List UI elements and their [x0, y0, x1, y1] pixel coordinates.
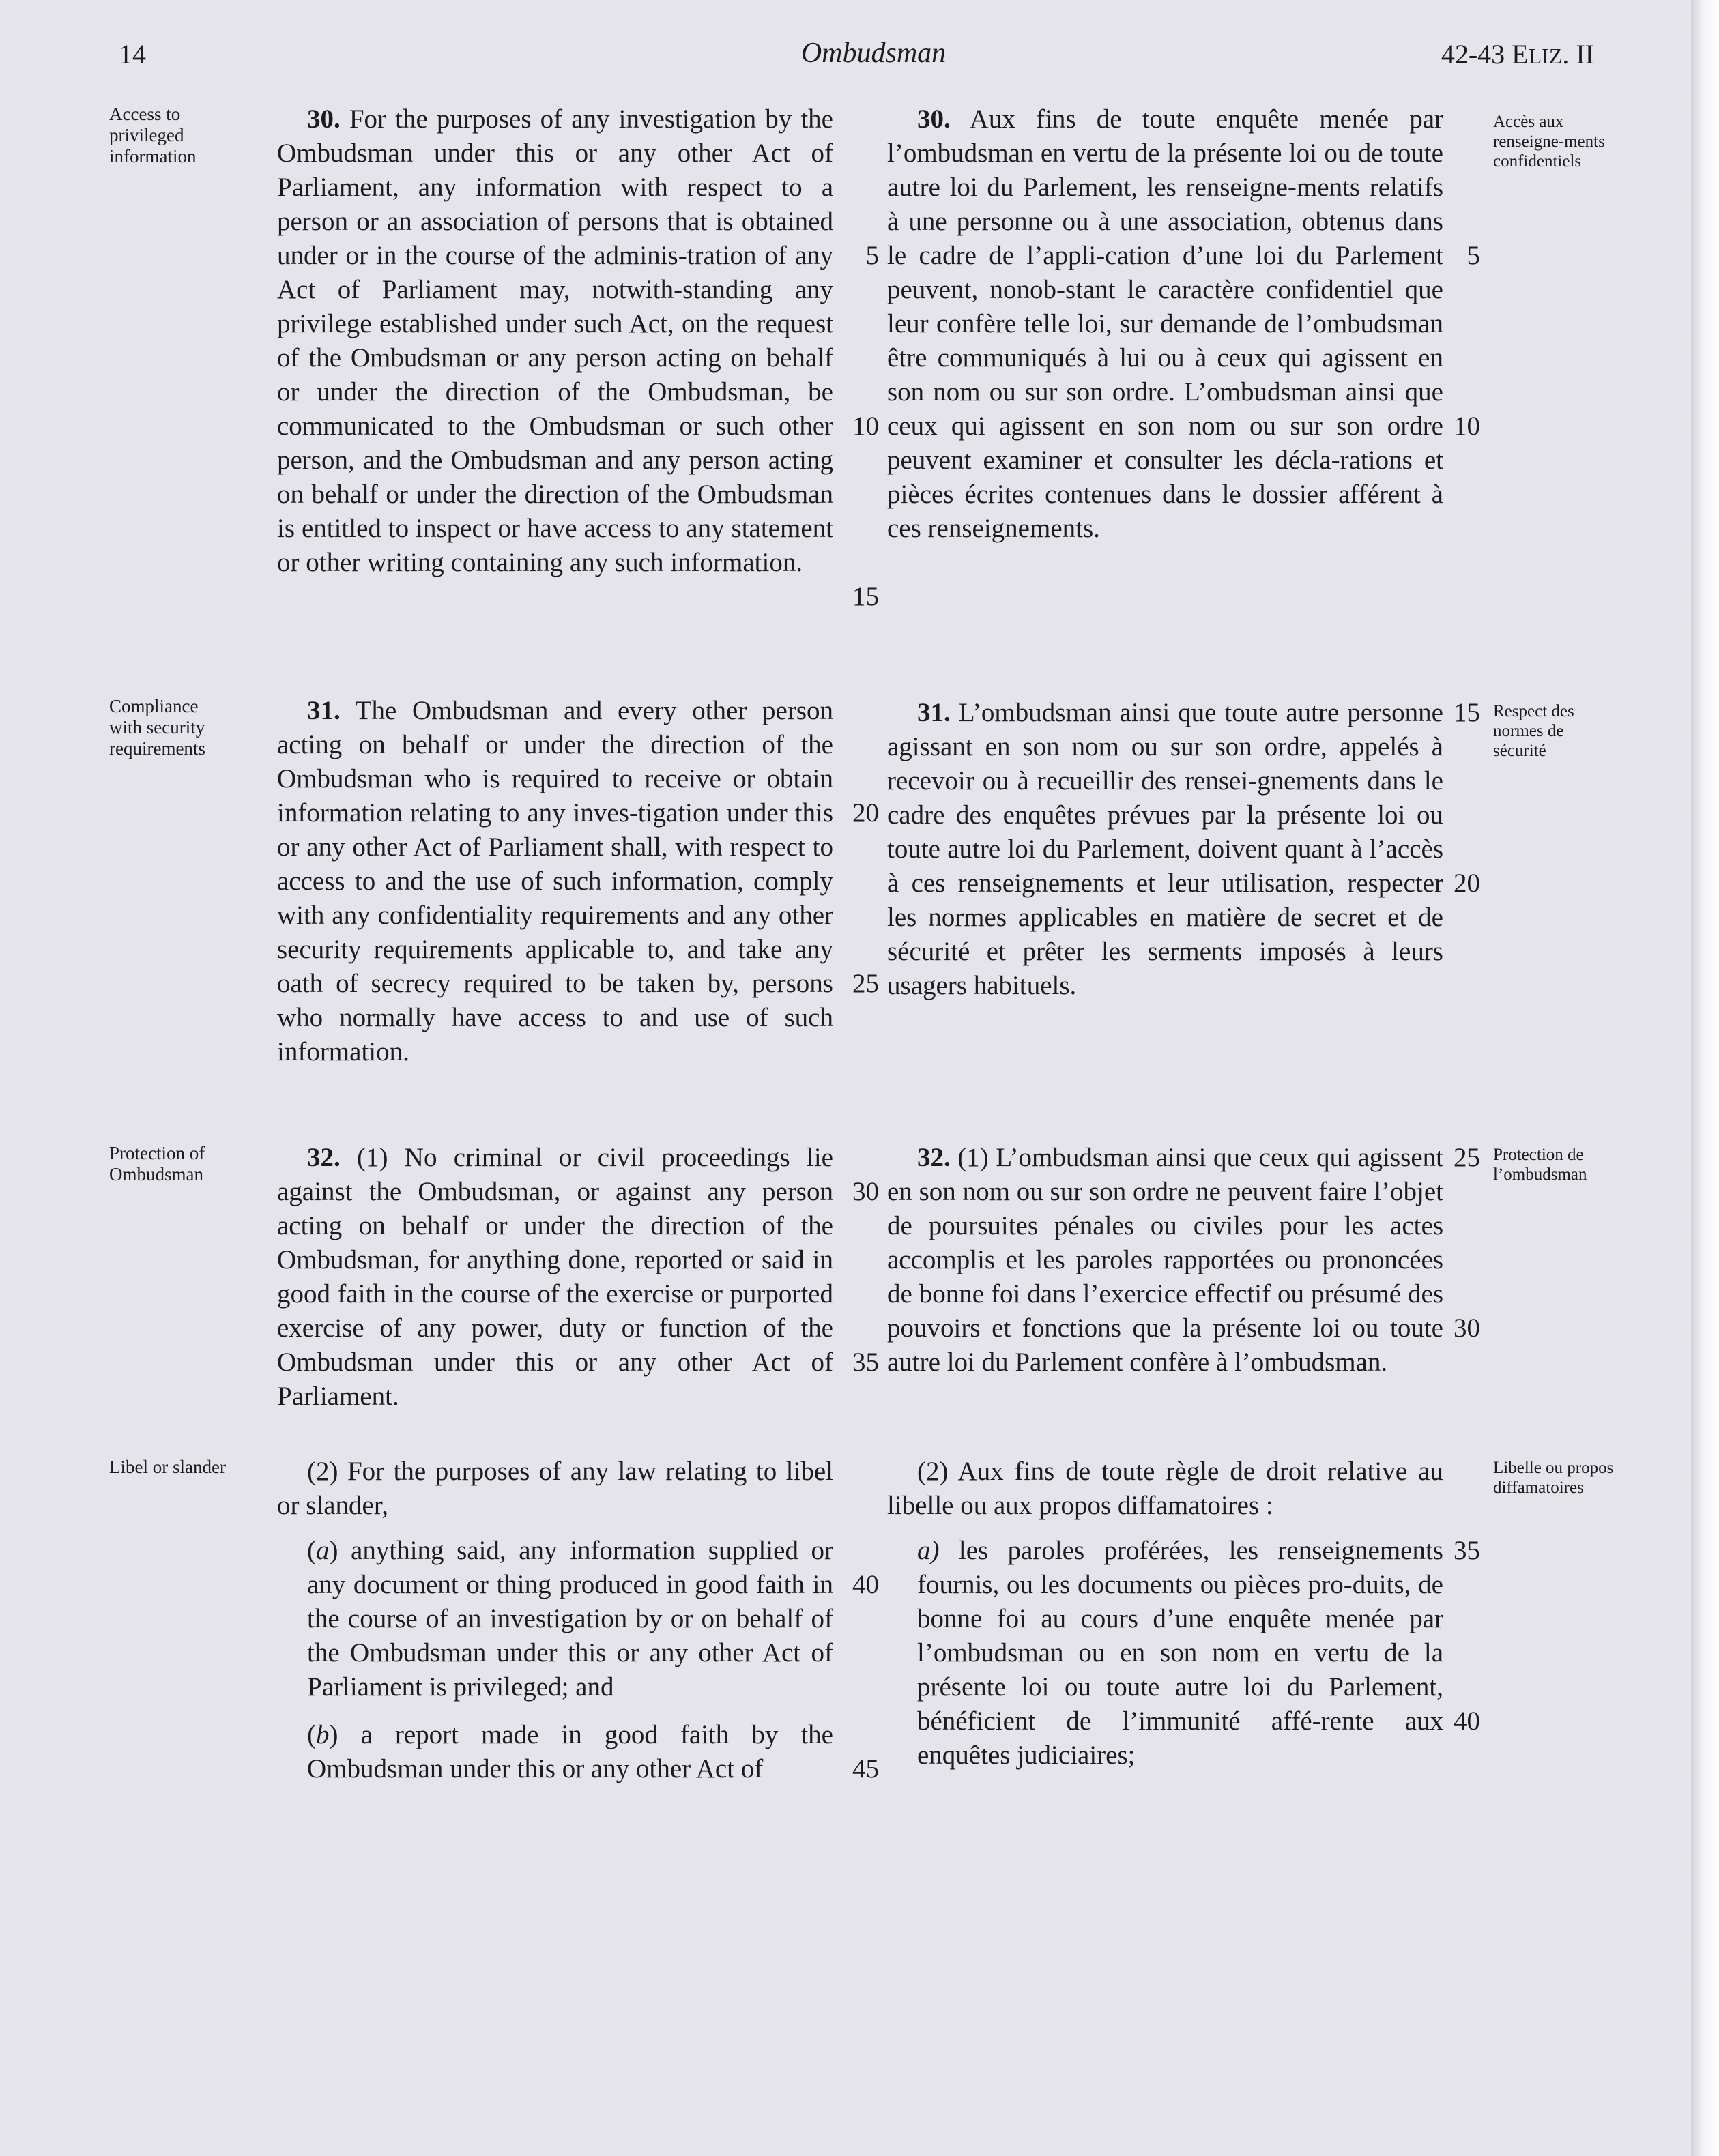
margin-note-libel-slander: Libel or slander — [109, 1457, 226, 1477]
section-30-en: 30. For the purposes of any investigation by the Ombudsman under this or any other Act of Parliament, any information with respect to a person or an association of persons that is obtained under or in the course of the adminis-tration of any Act of Parliament may, notwith-standing any privilege established under such Act, on the request of the Ombudsman or any person acting on behalf or under the direction of the Ombudsman, be communicated to the Ombudsman or such other person, and the Ombudsman and any person acting on behalf or under the direction of the Ombudsman is entitled to inspect or have access to any statement or other writing containing any such information. — [277, 104, 833, 577]
line-number-en-15: 15 — [852, 582, 879, 611]
margin-note-protection-ombudsman: Protection of Ombudsman — [109, 1143, 205, 1184]
margin-note-compliance-security: Compliance with security requirements — [109, 696, 205, 759]
section-31-fr: 31. L’ombudsman ainsi que toute autre personne agissant en son nom ou sur son ordre, appelés à recevoir ou à recueillir des rensei-gnements dans le cadre des enquêtes prévues par la présente loi ou toute autre loi du Parlement, doivent quant à l’accès à ces renseignements et leur utilisation, respecter les normes applicables en matière de secret et de sécurité et prêter les serments imposés à leurs usagers habituels. — [887, 698, 1443, 1000]
english-section-32-2 — [277, 1455, 833, 1786]
paragraph-a-fr: a) les paroles proférées, les renseignements fournis, ou les documents ou pièces pro-duits, de bonne foi au cours d’une enquête menée par l’ombudsman ou en son nom en vertu de la présente loi ou toute autre loi du Parlement, bénéficient de l’immunité affé-rente aux enquêtes judiciaires; — [917, 1536, 1443, 1770]
line-number-fr-40: 40 — [1454, 1706, 1480, 1736]
paragraph-a-en: (a) anything said, any information supplied or any document or thing produced in good faith in the course of an investigation by or on behalf of the Ombudsman under this or any other Act of Parliament is privileged; and — [307, 1536, 833, 1702]
line-number-fr-10: 10 — [1454, 411, 1480, 441]
line-number-en-30: 30 — [852, 1177, 879, 1206]
line-number-en-40: 40 — [852, 1570, 879, 1599]
english-section-32-1 — [277, 1141, 833, 1414]
line-number-en-5: 5 — [865, 241, 879, 270]
french-section-32-2 — [887, 1455, 1443, 1773]
line-number-fr-30: 30 — [1454, 1313, 1480, 1343]
line-number-en-10: 10 — [852, 411, 879, 441]
line-number-en-35: 35 — [852, 1348, 879, 1377]
line-number-en-25: 25 — [852, 969, 879, 998]
margin-note-protection-ombudsman-fr: Protection de l’ombudsman — [1493, 1146, 1587, 1184]
french-section-30 — [887, 102, 1443, 546]
regnal-year: 42-43 ELIZ. II — [1441, 39, 1594, 70]
line-number-en-20: 20 — [852, 798, 879, 828]
paragraph-b-en: (b) a report made in good faith by the Ombudsman under this or any other Act of — [307, 1720, 833, 1783]
line-number-fr-5: 5 — [1467, 241, 1480, 270]
margin-note-libelle-propos: Libelle ou propos diffamatoires — [1493, 1459, 1614, 1497]
running-title: Ombudsman — [800, 38, 947, 69]
english-section-30 — [277, 102, 833, 580]
section-31-en: 31. The Ombudsman and every other person acting on behalf or under the direction of the Ombudsman who is required to receive or obtain information relating to any inves-tigation under this or any other Act of Parliament shall, with respect to access to and the use of such information, comply with any confidentiality requirements and any other security requirements applicable to, and take any oath of secrecy required to be taken by, persons who normally have access to and use of such information. — [277, 696, 833, 1066]
section-32-2-fr: (2) Aux fins de toute règle de droit relative au libelle ou aux propos diffamatoires : — [887, 1457, 1443, 1520]
line-number-fr-15: 15 — [1454, 698, 1480, 727]
section-30-fr: 30. Aux fins de toute enquête menée par l’ombudsman en vertu de la présente loi ou de toute autre loi du Parlement, les renseigne-ments relatifs à une personne ou à une association, obtenus dans le cadre de l’appli-cation d’une loi du Parlement peuvent, nonob-stant le caractère confidentiel que leur confère telle loi, sur demande de l’ombudsman être communiqués à lui ou à ceux qui agissent en son nom ou sur son ordre. L’ombudsman ainsi que ceux qui agissent en son nom ou sur son ordre peuvent examiner et consulter les décla-rations et pièces écrites contenues dans le dossier afférent à ces renseignements. — [887, 104, 1443, 543]
line-number-fr-25: 25 — [1454, 1143, 1480, 1172]
section-32-2-en: (2) For the purposes of any law relating to libel or slander, — [277, 1457, 833, 1520]
section-32-1-fr: 32. (1) L’ombudsman ainsi que ceux qui agissent en son nom ou sur son ordre ne peuvent faire l’objet de poursuites pénales ou civiles pour les actes accomplis et les paroles rapportées ou prononcées de bonne foi dans l’exercice effectif ou présumé des pouvoirs et fonctions que la présente loi ou toute autre loi du Parlement confère à l’ombudsman. — [887, 1143, 1443, 1377]
page-edge-shadow — [1691, 0, 1719, 2156]
line-number-fr-20: 20 — [1454, 869, 1480, 898]
page-number: 14 — [119, 39, 146, 70]
line-number-en-45: 45 — [852, 1754, 879, 1783]
english-section-31 — [277, 694, 833, 1069]
margin-note-access-privileged: Access to privileged information — [109, 104, 197, 166]
margin-note-respect-normes: Respect des normes de sécurité — [1493, 702, 1574, 760]
line-number-fr-35: 35 — [1454, 1536, 1480, 1565]
section-32-1-en: 32. (1) No criminal or civil proceedings lie against the Ombudsman, or against any person acting on behalf or under the direction of the Ombudsman, for anything done, reported or said in good faith in the course of the exercise or purported exercise of any power, duty or function of the Ombudsman under this or any other Act of Parliament. — [277, 1143, 833, 1411]
french-section-31 — [887, 696, 1443, 1003]
margin-note-acces-renseignements: Accès aux renseigne-ments confidentiels — [1493, 113, 1605, 171]
french-section-32-1 — [887, 1141, 1443, 1380]
